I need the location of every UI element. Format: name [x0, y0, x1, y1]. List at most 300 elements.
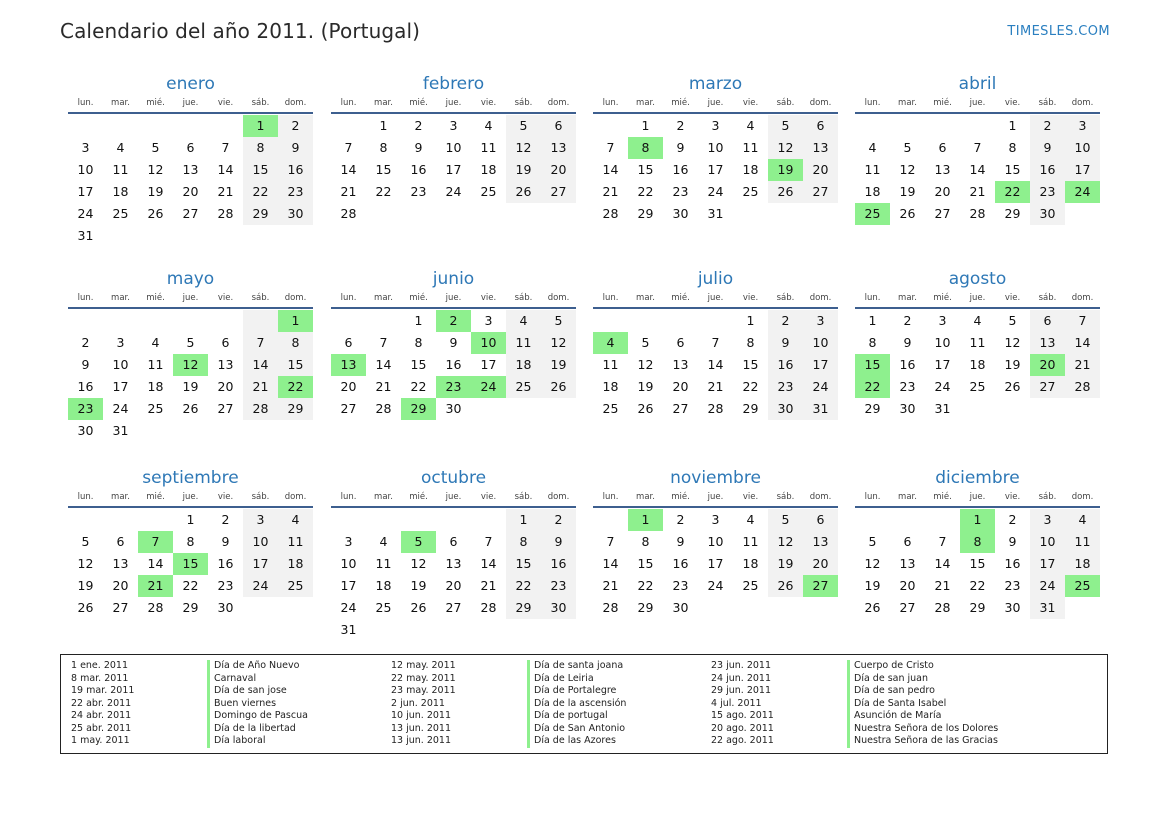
day-cell[interactable]: 21 — [969, 184, 986, 199]
day-cell[interactable]: 21 — [375, 379, 392, 394]
day-cell[interactable]: 23 — [278, 181, 313, 203]
day-cell[interactable]: 2 — [278, 115, 313, 137]
day-cell[interactable]: 15 — [506, 553, 541, 575]
day-cell[interactable]: 24 — [340, 600, 357, 615]
day-cell[interactable]: 29 — [864, 401, 881, 416]
day-cell[interactable]: 13 — [112, 556, 129, 571]
day-cell[interactable]: 14 — [1065, 332, 1100, 354]
day-cell[interactable]: 8 — [506, 531, 541, 553]
day-cell[interactable]: 3 — [803, 310, 838, 332]
day-cell[interactable]: 20 — [672, 379, 689, 394]
day-cell-holiday[interactable]: 2 — [436, 310, 471, 332]
day-cell-holiday[interactable]: 8 — [628, 137, 663, 159]
day-cell[interactable]: 26 — [1004, 379, 1021, 394]
day-cell[interactable]: 5 — [541, 310, 576, 332]
day-cell[interactable]: 1 — [1008, 118, 1017, 133]
day-cell[interactable]: 1 — [186, 512, 195, 527]
day-cell-holiday[interactable]: 1 — [278, 310, 313, 332]
day-cell[interactable]: 12 — [541, 332, 576, 354]
day-cell[interactable]: 7 — [938, 534, 947, 549]
day-cell[interactable]: 17 — [934, 357, 951, 372]
day-cell[interactable]: 28 — [602, 206, 619, 221]
day-cell[interactable]: 1 — [868, 313, 877, 328]
day-cell[interactable]: 2 — [1008, 512, 1017, 527]
day-cell[interactable]: 7 — [344, 140, 353, 155]
day-cell[interactable]: 19 — [1004, 357, 1021, 372]
day-cell-holiday[interactable]: 27 — [803, 575, 838, 597]
day-cell[interactable]: 14 — [707, 357, 724, 372]
day-cell[interactable]: 28 — [147, 600, 164, 615]
day-cell[interactable]: 24 — [707, 184, 724, 199]
day-cell[interactable]: 29 — [637, 206, 654, 221]
day-cell[interactable]: 15 — [637, 556, 654, 571]
day-cell[interactable]: 15 — [637, 162, 654, 177]
day-cell[interactable]: 24 — [112, 401, 129, 416]
day-cell[interactable]: 11 — [742, 534, 759, 549]
day-cell[interactable]: 5 — [81, 534, 90, 549]
day-cell[interactable]: 10 — [707, 534, 724, 549]
day-cell[interactable]: 16 — [541, 553, 576, 575]
day-cell[interactable]: 21 — [243, 376, 278, 398]
day-cell[interactable]: 31 — [112, 423, 129, 438]
day-cell[interactable]: 23 — [541, 575, 576, 597]
day-cell[interactable]: 31 — [77, 228, 94, 243]
day-cell[interactable]: 9 — [221, 534, 230, 549]
day-cell[interactable]: 8 — [278, 332, 313, 354]
day-cell[interactable]: 29 — [1004, 206, 1021, 221]
day-cell[interactable]: 17 — [707, 556, 724, 571]
day-cell[interactable]: 18 — [969, 357, 986, 372]
day-cell[interactable]: 24 — [1030, 575, 1065, 597]
day-cell[interactable]: 7 — [379, 335, 388, 350]
day-cell[interactable]: 4 — [278, 509, 313, 531]
day-cell[interactable]: 30 — [1004, 600, 1021, 615]
day-cell[interactable]: 11 — [742, 140, 759, 155]
day-cell[interactable]: 23 — [672, 578, 689, 593]
day-cell[interactable]: 21 — [934, 578, 951, 593]
day-cell[interactable]: 1 — [641, 118, 650, 133]
day-cell[interactable]: 19 — [182, 379, 199, 394]
day-cell[interactable]: 17 — [340, 578, 357, 593]
day-cell[interactable]: 27 — [217, 401, 234, 416]
day-cell[interactable]: 3 — [484, 313, 493, 328]
day-cell[interactable]: 16 — [410, 162, 427, 177]
day-cell[interactable]: 15 — [410, 357, 427, 372]
day-cell[interactable]: 27 — [445, 600, 462, 615]
day-cell[interactable]: 13 — [934, 162, 951, 177]
day-cell[interactable]: 25 — [375, 600, 392, 615]
day-cell-holiday[interactable]: 1 — [243, 115, 278, 137]
day-cell-holiday[interactable]: 15 — [173, 553, 208, 575]
day-cell[interactable]: 5 — [1008, 313, 1017, 328]
day-cell[interactable]: 14 — [602, 162, 619, 177]
day-cell[interactable]: 14 — [340, 162, 357, 177]
day-cell[interactable]: 25 — [112, 206, 129, 221]
day-cell[interactable]: 13 — [899, 556, 916, 571]
day-cell[interactable]: 4 — [506, 310, 541, 332]
day-cell[interactable]: 15 — [1004, 162, 1021, 177]
day-cell[interactable]: 10 — [340, 556, 357, 571]
day-cell[interactable]: 10 — [445, 140, 462, 155]
day-cell[interactable]: 9 — [1008, 534, 1017, 549]
day-cell[interactable]: 23 — [899, 379, 916, 394]
day-cell[interactable]: 4 — [868, 140, 877, 155]
day-cell[interactable]: 31 — [707, 206, 724, 221]
day-cell[interactable]: 10 — [1065, 137, 1100, 159]
day-cell[interactable]: 28 — [602, 600, 619, 615]
day-cell[interactable]: 13 — [182, 162, 199, 177]
day-cell[interactable]: 13 — [803, 137, 838, 159]
day-cell[interactable]: 26 — [147, 206, 164, 221]
day-cell[interactable]: 20 — [803, 159, 838, 181]
day-cell[interactable]: 14 — [243, 354, 278, 376]
day-cell[interactable]: 22 — [742, 379, 759, 394]
day-cell[interactable]: 12 — [77, 556, 94, 571]
day-cell[interactable]: 17 — [1030, 553, 1065, 575]
day-cell[interactable]: 14 — [147, 556, 164, 571]
day-cell[interactable]: 30 — [899, 401, 916, 416]
day-cell[interactable]: 25 — [147, 401, 164, 416]
day-cell-holiday[interactable]: 1 — [628, 509, 663, 531]
day-cell[interactable]: 13 — [1030, 332, 1065, 354]
day-cell[interactable]: 20 — [934, 184, 951, 199]
day-cell[interactable]: 9 — [541, 531, 576, 553]
day-cell[interactable]: 26 — [182, 401, 199, 416]
day-cell[interactable]: 21 — [1065, 354, 1100, 376]
day-cell[interactable]: 6 — [116, 534, 125, 549]
day-cell[interactable]: 15 — [742, 357, 759, 372]
day-cell[interactable]: 13 — [217, 357, 234, 372]
day-cell[interactable]: 3 — [711, 118, 720, 133]
day-cell[interactable]: 18 — [602, 379, 619, 394]
day-cell[interactable]: 18 — [112, 184, 129, 199]
day-cell[interactable]: 17 — [480, 357, 497, 372]
day-cell[interactable]: 31 — [803, 398, 838, 420]
day-cell[interactable]: 12 — [506, 137, 541, 159]
day-cell[interactable]: 22 — [410, 379, 427, 394]
day-cell[interactable]: 2 — [676, 118, 685, 133]
day-cell[interactable]: 17 — [77, 184, 94, 199]
day-cell[interactable]: 6 — [938, 140, 947, 155]
day-cell[interactable]: 26 — [410, 600, 427, 615]
day-cell[interactable]: 9 — [1030, 137, 1065, 159]
day-cell[interactable]: 6 — [803, 115, 838, 137]
day-cell[interactable]: 20 — [112, 578, 129, 593]
day-cell[interactable]: 29 — [742, 401, 759, 416]
day-cell[interactable]: 16 — [1030, 159, 1065, 181]
day-cell[interactable]: 23 — [1030, 181, 1065, 203]
day-cell[interactable]: 3 — [1030, 509, 1065, 531]
day-cell[interactable]: 28 — [340, 206, 357, 221]
day-cell[interactable]: 3 — [938, 313, 947, 328]
day-cell[interactable]: 22 — [637, 184, 654, 199]
day-cell[interactable]: 27 — [1030, 376, 1065, 398]
day-cell[interactable]: 30 — [672, 600, 689, 615]
day-cell[interactable]: 13 — [672, 357, 689, 372]
day-cell[interactable]: 12 — [768, 137, 803, 159]
day-cell[interactable]: 2 — [414, 118, 423, 133]
day-cell-holiday[interactable]: 22 — [995, 181, 1030, 203]
day-cell[interactable]: 5 — [506, 115, 541, 137]
day-cell[interactable]: 3 — [344, 534, 353, 549]
day-cell[interactable]: 5 — [151, 140, 160, 155]
day-cell[interactable]: 9 — [676, 140, 685, 155]
day-cell[interactable]: 12 — [147, 162, 164, 177]
day-cell[interactable]: 15 — [278, 354, 313, 376]
day-cell[interactable]: 31 — [934, 401, 951, 416]
day-cell[interactable]: 11 — [375, 556, 392, 571]
day-cell[interactable]: 25 — [278, 575, 313, 597]
day-cell[interactable]: 11 — [506, 332, 541, 354]
day-cell[interactable]: 15 — [243, 159, 278, 181]
day-cell[interactable]: 9 — [903, 335, 912, 350]
day-cell[interactable]: 18 — [864, 184, 881, 199]
day-cell[interactable]: 18 — [742, 556, 759, 571]
day-cell[interactable]: 11 — [278, 531, 313, 553]
day-cell[interactable]: 3 — [449, 118, 458, 133]
day-cell[interactable]: 25 — [480, 184, 497, 199]
day-cell[interactable]: 22 — [243, 181, 278, 203]
day-cell[interactable]: 16 — [217, 556, 234, 571]
day-cell[interactable]: 18 — [742, 162, 759, 177]
day-cell[interactable]: 22 — [506, 575, 541, 597]
day-cell[interactable]: 16 — [1004, 556, 1021, 571]
day-cell-holiday[interactable]: 25 — [855, 203, 890, 225]
day-cell[interactable]: 11 — [1065, 531, 1100, 553]
day-cell[interactable]: 5 — [868, 534, 877, 549]
day-cell[interactable]: 4 — [379, 534, 388, 549]
day-cell[interactable]: 16 — [899, 357, 916, 372]
day-cell[interactable]: 23 — [672, 184, 689, 199]
day-cell[interactable]: 15 — [969, 556, 986, 571]
day-cell[interactable]: 12 — [864, 556, 881, 571]
day-cell[interactable]: 7 — [1065, 310, 1100, 332]
day-cell-holiday[interactable]: 20 — [1030, 354, 1065, 376]
day-cell-holiday[interactable]: 5 — [401, 531, 436, 553]
day-cell[interactable]: 2 — [768, 310, 803, 332]
day-cell[interactable]: 28 — [934, 600, 951, 615]
day-cell[interactable]: 5 — [903, 140, 912, 155]
day-cell[interactable]: 20 — [803, 553, 838, 575]
day-cell-holiday[interactable]: 22 — [855, 376, 890, 398]
day-cell[interactable]: 2 — [81, 335, 90, 350]
day-cell[interactable]: 19 — [147, 184, 164, 199]
day-cell[interactable]: 12 — [637, 357, 654, 372]
day-cell[interactable]: 29 — [278, 398, 313, 420]
day-cell[interactable]: 21 — [340, 184, 357, 199]
day-cell[interactable]: 15 — [375, 162, 392, 177]
day-cell[interactable]: 14 — [217, 162, 234, 177]
day-cell[interactable]: 19 — [410, 578, 427, 593]
day-cell[interactable]: 20 — [541, 159, 576, 181]
day-cell[interactable]: 4 — [484, 118, 493, 133]
day-cell[interactable]: 24 — [934, 379, 951, 394]
day-cell[interactable]: 25 — [742, 578, 759, 593]
day-cell[interactable]: 12 — [899, 162, 916, 177]
day-cell[interactable]: 16 — [672, 162, 689, 177]
day-cell[interactable]: 7 — [606, 140, 615, 155]
day-cell[interactable]: 29 — [637, 600, 654, 615]
day-cell[interactable]: 16 — [768, 354, 803, 376]
day-cell[interactable]: 4 — [746, 512, 755, 527]
day-cell[interactable]: 6 — [803, 509, 838, 531]
day-cell-holiday[interactable]: 7 — [138, 531, 173, 553]
day-cell[interactable]: 28 — [375, 401, 392, 416]
day-cell[interactable]: 12 — [410, 556, 427, 571]
day-cell[interactable]: 11 — [864, 162, 881, 177]
day-cell[interactable]: 21 — [707, 379, 724, 394]
day-cell[interactable]: 16 — [77, 379, 94, 394]
day-cell[interactable]: 21 — [480, 578, 497, 593]
day-cell[interactable]: 20 — [899, 578, 916, 593]
day-cell[interactable]: 9 — [278, 137, 313, 159]
day-cell[interactable]: 24 — [77, 206, 94, 221]
day-cell[interactable]: 7 — [973, 140, 982, 155]
day-cell-holiday[interactable]: 25 — [1065, 575, 1100, 597]
day-cell[interactable]: 28 — [707, 401, 724, 416]
day-cell[interactable]: 29 — [243, 203, 278, 225]
day-cell[interactable]: 22 — [375, 184, 392, 199]
day-cell[interactable]: 27 — [340, 401, 357, 416]
day-cell[interactable]: 7 — [484, 534, 493, 549]
day-cell[interactable]: 2 — [541, 509, 576, 531]
day-cell[interactable]: 28 — [480, 600, 497, 615]
day-cell[interactable]: 2 — [676, 512, 685, 527]
day-cell[interactable]: 29 — [182, 600, 199, 615]
day-cell[interactable]: 30 — [768, 398, 803, 420]
day-cell[interactable]: 24 — [803, 376, 838, 398]
day-cell[interactable]: 18 — [506, 354, 541, 376]
day-cell[interactable]: 28 — [969, 206, 986, 221]
day-cell-holiday[interactable]: 23 — [436, 376, 471, 398]
day-cell[interactable]: 6 — [344, 335, 353, 350]
day-cell[interactable]: 11 — [969, 335, 986, 350]
day-cell[interactable]: 3 — [81, 140, 90, 155]
day-cell[interactable]: 3 — [711, 512, 720, 527]
day-cell-holiday[interactable]: 4 — [593, 332, 628, 354]
day-cell[interactable]: 10 — [934, 335, 951, 350]
day-cell[interactable]: 19 — [541, 354, 576, 376]
day-cell[interactable]: 9 — [81, 357, 90, 372]
day-cell[interactable]: 29 — [969, 600, 986, 615]
day-cell[interactable]: 27 — [672, 401, 689, 416]
day-cell-holiday[interactable]: 22 — [278, 376, 313, 398]
day-cell[interactable]: 8 — [243, 137, 278, 159]
day-cell[interactable]: 30 — [217, 600, 234, 615]
day-cell[interactable]: 24 — [707, 578, 724, 593]
day-cell[interactable]: 17 — [243, 553, 278, 575]
day-cell[interactable]: 26 — [506, 181, 541, 203]
day-cell[interactable]: 2 — [1030, 115, 1065, 137]
day-cell[interactable]: 26 — [77, 600, 94, 615]
day-cell[interactable]: 26 — [899, 206, 916, 221]
day-cell[interactable]: 3 — [116, 335, 125, 350]
day-cell[interactable]: 6 — [221, 335, 230, 350]
day-cell[interactable]: 20 — [340, 379, 357, 394]
day-cell[interactable]: 18 — [147, 379, 164, 394]
day-cell[interactable]: 4 — [746, 118, 755, 133]
day-cell[interactable]: 25 — [969, 379, 986, 394]
day-cell[interactable]: 14 — [480, 556, 497, 571]
day-cell[interactable]: 17 — [707, 162, 724, 177]
day-cell[interactable]: 12 — [1004, 335, 1021, 350]
day-cell[interactable]: 18 — [278, 553, 313, 575]
day-cell[interactable]: 11 — [480, 140, 497, 155]
day-cell[interactable]: 2 — [903, 313, 912, 328]
day-cell[interactable]: 23 — [217, 578, 234, 593]
day-cell[interactable]: 14 — [969, 162, 986, 177]
day-cell[interactable]: 8 — [746, 335, 755, 350]
day-cell[interactable]: 25 — [506, 376, 541, 398]
day-cell-holiday[interactable]: 29 — [401, 398, 436, 420]
day-cell[interactable]: 5 — [768, 115, 803, 137]
day-cell[interactable]: 8 — [641, 534, 650, 549]
day-cell[interactable]: 9 — [449, 335, 458, 350]
day-cell[interactable]: 30 — [77, 423, 94, 438]
day-cell[interactable]: 19 — [864, 578, 881, 593]
day-cell[interactable]: 21 — [602, 184, 619, 199]
day-cell[interactable]: 4 — [1065, 509, 1100, 531]
day-cell[interactable]: 19 — [637, 379, 654, 394]
day-cell[interactable]: 7 — [711, 335, 720, 350]
day-cell[interactable]: 23 — [768, 376, 803, 398]
day-cell[interactable]: 22 — [637, 578, 654, 593]
day-cell[interactable]: 19 — [768, 553, 803, 575]
day-cell[interactable]: 24 — [243, 575, 278, 597]
day-cell[interactable]: 27 — [934, 206, 951, 221]
day-cell[interactable]: 14 — [602, 556, 619, 571]
day-cell[interactable]: 23 — [1004, 578, 1021, 593]
day-cell[interactable]: 13 — [803, 531, 838, 553]
day-cell-holiday[interactable]: 8 — [960, 531, 995, 553]
day-cell[interactable]: 30 — [445, 401, 462, 416]
day-cell[interactable]: 17 — [803, 354, 838, 376]
day-cell[interactable]: 28 — [1065, 376, 1100, 398]
day-cell[interactable]: 1 — [379, 118, 388, 133]
day-cell[interactable]: 22 — [182, 578, 199, 593]
day-cell[interactable]: 10 — [243, 531, 278, 553]
day-cell[interactable]: 14 — [934, 556, 951, 571]
day-cell[interactable]: 10 — [112, 357, 129, 372]
day-cell-holiday[interactable]: 21 — [138, 575, 173, 597]
day-cell[interactable]: 6 — [676, 335, 685, 350]
day-cell[interactable]: 9 — [414, 140, 423, 155]
day-cell[interactable]: 21 — [602, 578, 619, 593]
day-cell[interactable]: 6 — [186, 140, 195, 155]
day-cell[interactable]: 22 — [969, 578, 986, 593]
day-cell[interactable]: 19 — [77, 578, 94, 593]
day-cell[interactable]: 10 — [707, 140, 724, 155]
day-cell[interactable]: 6 — [903, 534, 912, 549]
day-cell[interactable]: 3 — [243, 509, 278, 531]
day-cell[interactable]: 11 — [147, 357, 164, 372]
day-cell[interactable]: 17 — [1065, 159, 1100, 181]
day-cell[interactable]: 21 — [217, 184, 234, 199]
day-cell[interactable]: 9 — [768, 332, 803, 354]
day-cell[interactable]: 20 — [445, 578, 462, 593]
day-cell[interactable]: 18 — [480, 162, 497, 177]
day-cell-holiday[interactable]: 10 — [471, 332, 506, 354]
day-cell[interactable]: 26 — [864, 600, 881, 615]
day-cell-holiday[interactable]: 24 — [471, 376, 506, 398]
day-cell[interactable]: 8 — [186, 534, 195, 549]
day-cell[interactable]: 7 — [221, 140, 230, 155]
day-cell[interactable]: 13 — [445, 556, 462, 571]
day-cell-holiday[interactable]: 24 — [1065, 181, 1100, 203]
day-cell[interactable]: 27 — [112, 600, 129, 615]
day-cell-holiday[interactable]: 12 — [173, 354, 208, 376]
day-cell[interactable]: 18 — [1065, 553, 1100, 575]
